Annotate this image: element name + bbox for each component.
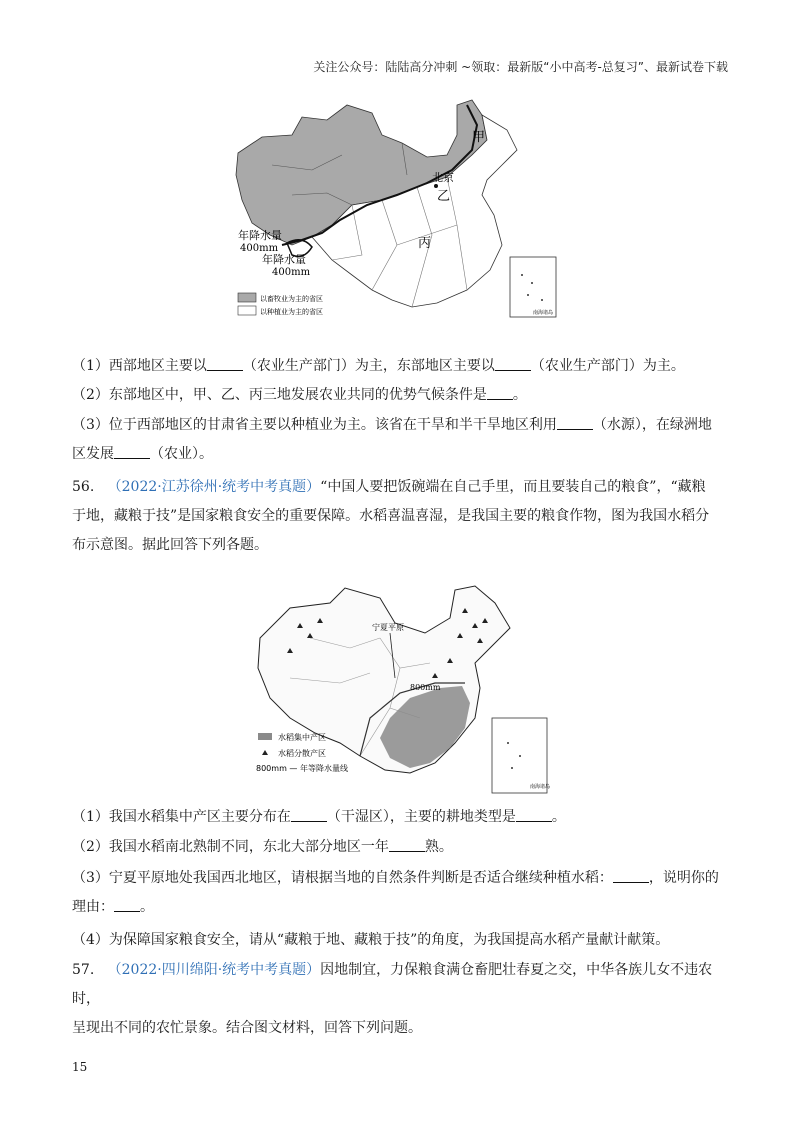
question-source: （2022·江苏徐州·统考中考真题）	[107, 479, 321, 495]
answer-blank[interactable]	[516, 807, 552, 822]
answer-blank[interactable]	[207, 356, 243, 371]
label-beijing: 北京	[432, 171, 454, 184]
label-800mm: 800mm	[410, 683, 441, 692]
label-rain-a: 年降水量	[238, 229, 282, 242]
label-bing: 丙	[418, 236, 432, 251]
q57-stem: 57. （2022·四川绵阳·统考中考真题）因地制宜，力保粮食满仓畜肥壮春夏之交，中华各族儿女不违农时， 呈现出不同的农忙景象。结合图文材料，回答下列问题。	[72, 962, 713, 1036]
answer-blank[interactable]	[114, 444, 150, 459]
answer-blank[interactable]	[114, 897, 140, 912]
legend-pastoral: 以畜牧业为主的省区	[260, 295, 323, 303]
q55-sub2: （2）东部地区中，甲、乙、丙三地发展农业共同的优势气候条件是 。	[72, 387, 527, 403]
question-number: 57.	[72, 962, 95, 978]
question-number: 56.	[72, 479, 95, 495]
south-china-sea-inset	[510, 257, 556, 317]
q56-sub1: （1）我国水稻集中产区主要分布在 （干湿区），主要的耕地类型是 。	[72, 809, 566, 825]
q56-sub2: （2）我国水稻南北熟制不同，东北大部分地区一年 熟。	[72, 839, 453, 855]
page-header: 关注公众号：陆陆高分冲刺 ~领取：最新版“小中高考-总复习”、最新试卷下载	[313, 60, 728, 74]
label-jia: 甲	[472, 130, 486, 145]
label-rain-b: 年降水量	[262, 253, 306, 266]
answer-blank[interactable]	[495, 356, 531, 371]
page-number: 15	[72, 1060, 88, 1074]
label-rain-a-value: 400mm	[240, 243, 279, 254]
answer-blank[interactable]	[557, 415, 593, 430]
legend-scattered: 水稻分散产区	[278, 749, 326, 758]
question-source: （2022·四川绵阳·统考中考真题）	[107, 962, 321, 978]
legend-concentrated: 水稻集中产区	[278, 733, 326, 742]
rice-distribution-map	[250, 578, 555, 800]
label-yi: 乙	[437, 189, 451, 204]
label-rain-b-value: 400mm	[272, 267, 311, 278]
agriculture-region-map	[232, 95, 562, 320]
inset-label: 南海诸岛	[530, 784, 551, 790]
legend-farming: 以种植业为主的省区	[260, 308, 323, 316]
answer-blank[interactable]	[389, 837, 425, 852]
answer-blank[interactable]	[613, 868, 649, 883]
q56-sub3: （3）宁夏平原地处我国西北地区，请根据当地的自然条件判断是否适合继续种植水稻： ，说明你的 理由： 。	[72, 870, 719, 915]
q55-sub1: （1）西部地区主要以 （农业生产部门）为主，东部地区主要以 （农业生产部门）为主。	[72, 358, 685, 374]
inset-label: 南海诸岛	[533, 310, 554, 316]
q56-stem: 56. （2022·江苏徐州·统考中考真题）“中国人要把饭碗端在自己手里，而且要装自己的粮食”，“藏粮 于地，藏粮于技”是国家粮食安全的重要保障。水稻喜温喜湿，是我国主要的粮食作物，图为我国水稻分 布示意图。据此回答下列各题。	[72, 479, 710, 553]
q55-sub3: （3）位于西部地区的甘肃省主要以种植业为主。该省在干旱和半干旱地区利用 （水源），在绿洲地 区发展 （农业）。	[72, 417, 712, 462]
answer-blank[interactable]	[291, 807, 327, 822]
legend-isoline: 800mm — 年等降水量线	[256, 764, 348, 773]
answer-blank[interactable]	[487, 385, 513, 400]
label-ningxia: 宁夏平原	[372, 623, 404, 632]
q56-sub4: （4）为保障国家粮食安全，请从“藏粮于地、藏粮于技”的角度，为我国提高水稻产量献计献策。	[72, 932, 670, 948]
